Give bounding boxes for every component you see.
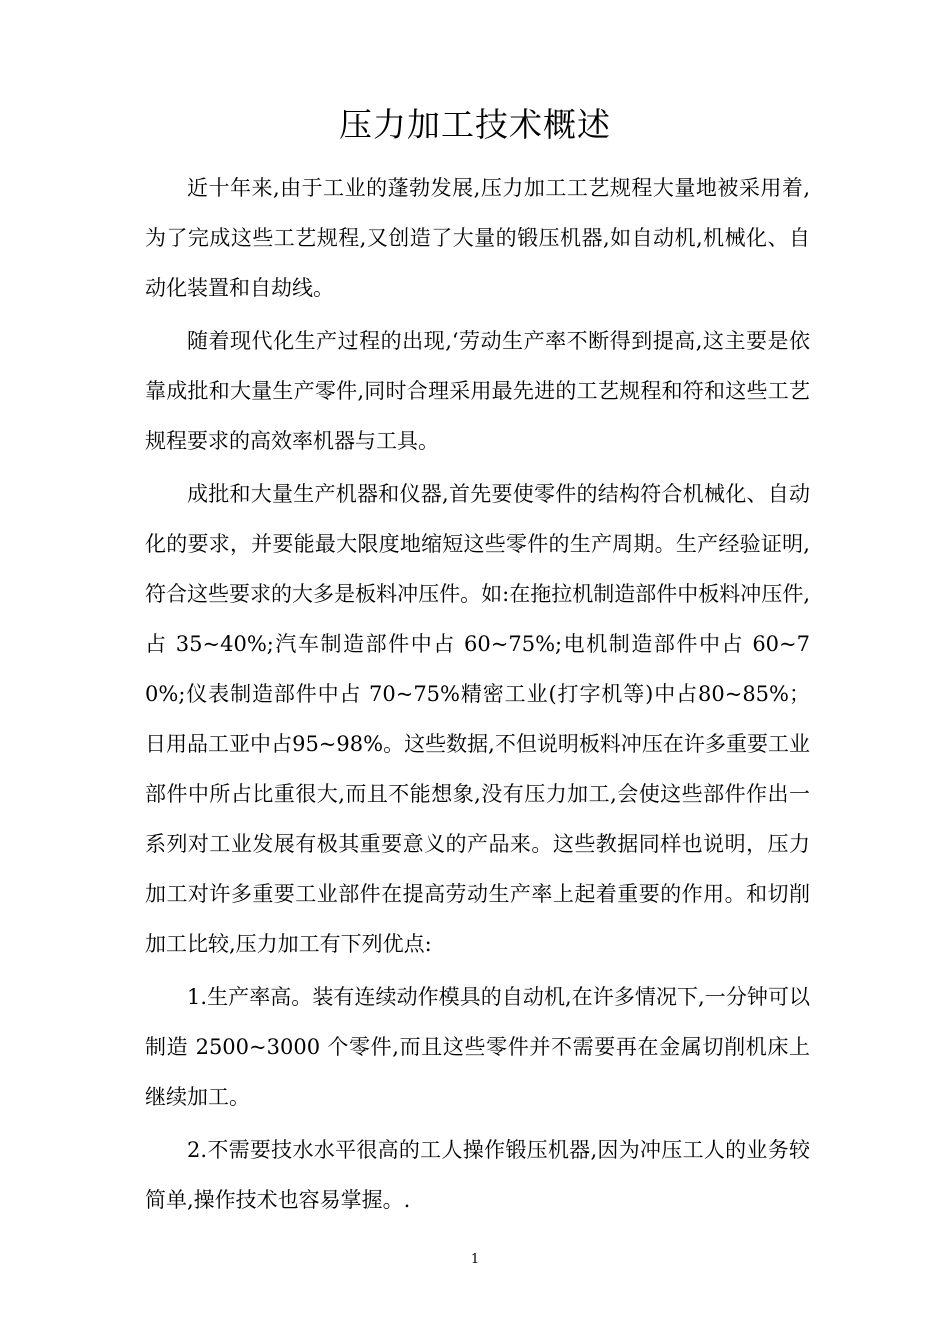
paragraph-advantage-1: 1.生产率高。装有连续动作模具的自动机,在许多情况下,一分钟可以制造 2500~3000 个零件,而且这些零件并不需要再在金属切削机床上继续加工。 — [145, 985, 810, 1109]
page-number: 1 — [470, 1252, 480, 1267]
document-title: 压力加工技术概述 — [339, 105, 611, 144]
paragraph-statistics: 成批和大量生产机器和仪器,首先要使零件的结构符合机械化、自动化的要求，并要能最大限度地缩短这些零件的生产周期。生产经验证明,符合这些要求的大多是板料冲压件。如:在拖拉机制造部件中板料冲压件,占 35~40%;汽车制造部件中占 60~75%;电机制造部件中占 60~70%;仪表制造部件中占 70~75%精密工业(打字机等)中占80~85%；日用品工亚中占95~98%。这些数据,不但说明板料冲压在许多重要工业部件中所占比重很大,而且不能想象,没有压力加工,会使这些部件作出一系列对工业发展有极其重要意义的产品来。这些教据同样也说明，压力加工对许多重要工业部件在提高劳动生产率上起着重要的作用。和切削加工比较,压力加工有下列优点: — [145, 482, 810, 956]
paragraph-intro: 近十年来,由于工业的蓬勃发展,压力加工工艺规程大量地被采用着,为了完成这些工艺规程,又创造了大量的锻压机器,如自动机,机械化、自动化装置和自劫线。 — [145, 176, 810, 300]
paragraph-productivity: 随着现代化生产过程的出现,‘劳动生产率不断得到提高,这主要是依靠成批和大量生产零件,同时合理采用最先进的工艺规程和符和这些工艺规程要求的高效率机器与工具。 — [145, 329, 810, 453]
document-body — [145, 163, 810, 1228]
paragraph-advantage-2: 2.不需要技水水平很高的工人操作锻压机器,因为冲压工人的业务较简单,操作技术也容易掌握。. — [145, 1138, 810, 1212]
